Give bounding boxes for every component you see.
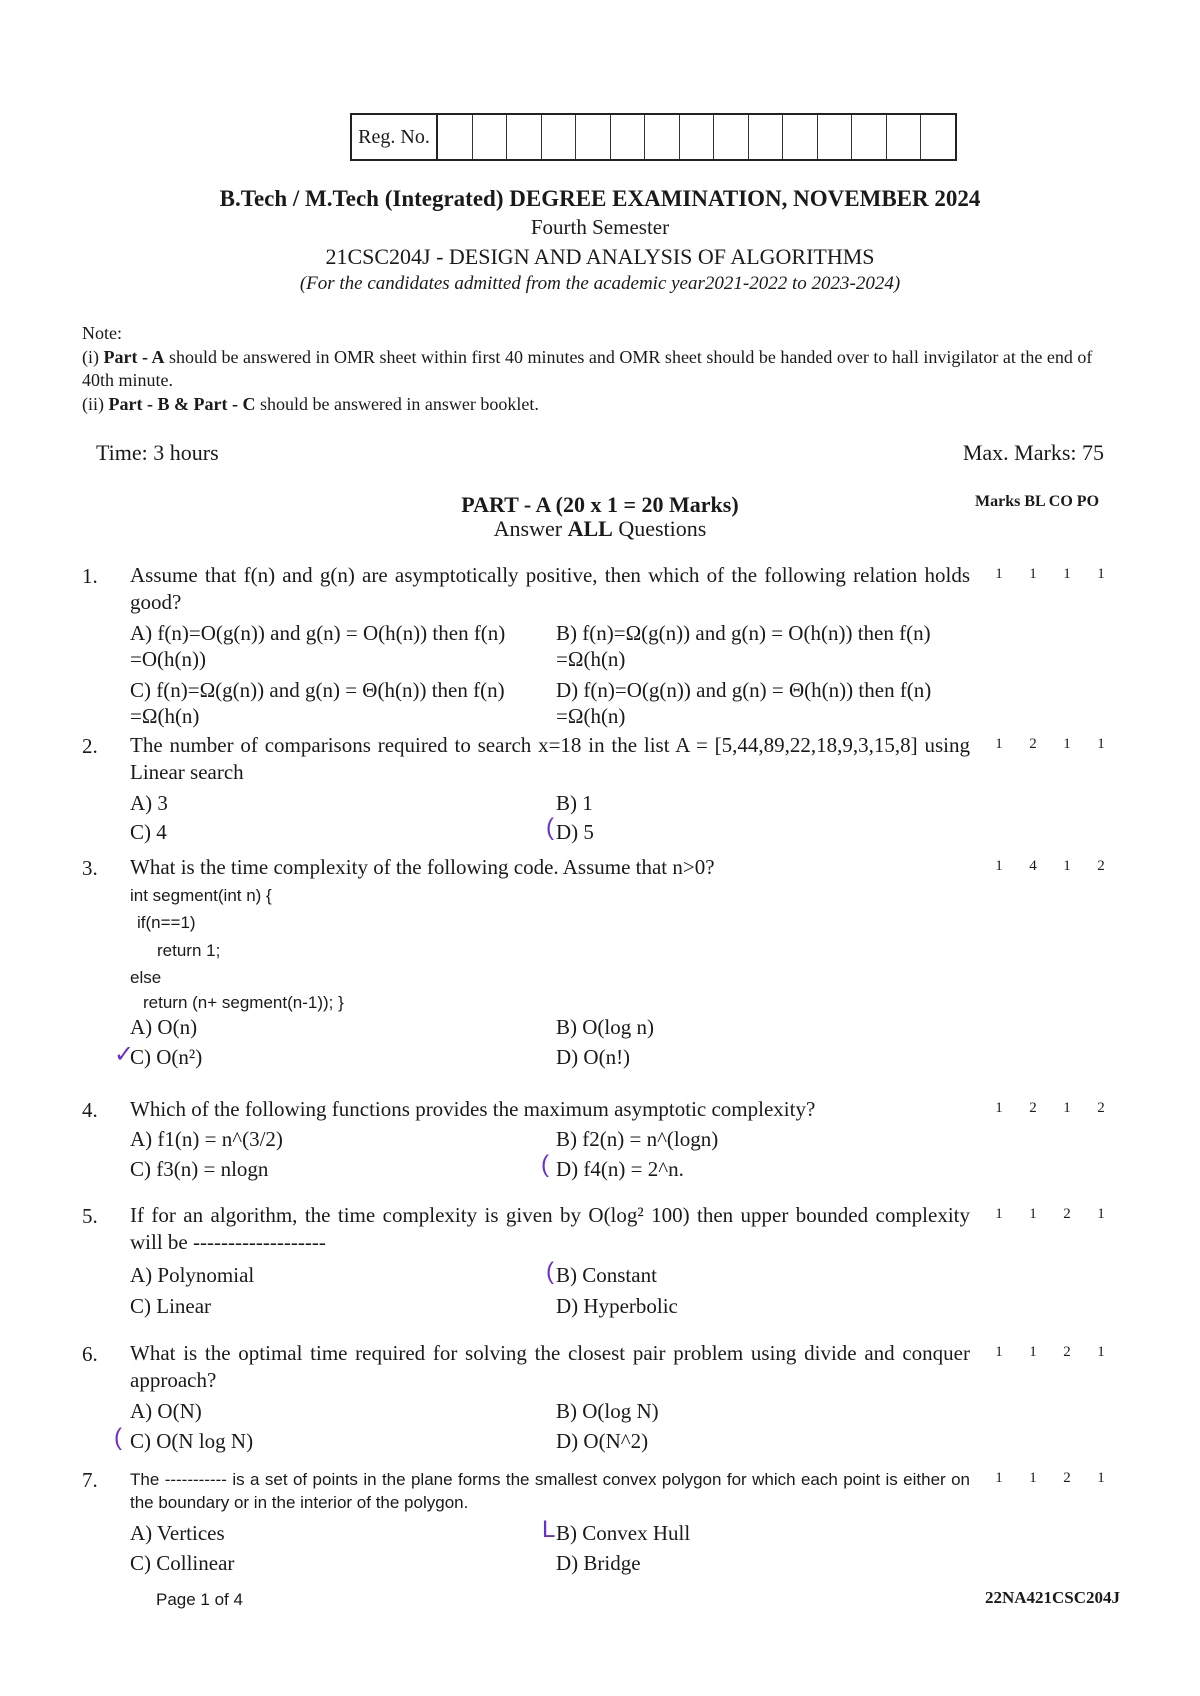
question-number: 4. <box>82 1098 98 1122</box>
question-meta: 1 4 1 2 <box>995 858 1105 874</box>
answer-mark-icon: ( <box>546 814 554 841</box>
option-b: B) O(log N) <box>556 1399 659 1423</box>
course-title: 21CSC204J - DESIGN AND ANALYSIS OF ALGORITHMS <box>325 244 875 269</box>
code-line: return 1; <box>157 941 221 960</box>
question-meta: 1 2 1 2 <box>995 1100 1105 1116</box>
meta-header: Marks BL CO PO <box>975 493 1100 510</box>
option-c: C) f(n)=Ω(g(n)) and g(n) = Θ(h(n)) then f(n) =Ω(h(n) <box>130 678 505 728</box>
option-d: D) f4(n) = 2^n. <box>556 1157 684 1181</box>
note-line-1: (i) Part - A should be answered in OMR sheet within first 40 minutes and OMR sheet should be handed over to hall invigilator at the end of 40th minute. <box>82 347 1093 390</box>
reg-no-cell <box>921 115 955 159</box>
exam-title: B.Tech / M.Tech (Integrated) DEGREE EXAMINATION, NOVEMBER 2024 <box>219 186 981 211</box>
note-line-2: (ii) Part - B & Part - C should be answered in answer booklet. <box>82 394 539 414</box>
option-c: C) f3(n) = nlogn <box>130 1157 269 1181</box>
question-text: The number of comparisons required to search x=18 in the list A = [5,44,89,22,18,9,3,15,8] using Linear search <box>130 733 970 784</box>
answer-mark-icon: ( <box>114 1424 122 1451</box>
reg-no-cell <box>818 115 853 159</box>
admission-note: (For the candidates admitted from the academic year2021-2022 to 2023-2024) <box>299 273 901 294</box>
option-d: D) O(N^2) <box>556 1429 649 1453</box>
answer-all: Answer ALL Questions <box>493 516 707 541</box>
option-b: B) f2(n) = n^(logn) <box>556 1127 719 1151</box>
option-b: B) Convex Hull <box>556 1521 691 1545</box>
time-allowed: Time: 3 hours <box>96 440 219 465</box>
option-d: D) Bridge <box>556 1551 641 1575</box>
option-b: B) f(n)=Ω(g(n)) and g(n) = O(h(n)) then f(n) =Ω(h(n) <box>556 621 931 671</box>
question-text: Assume that f(n) and g(n) are asymptotically positive, then which of the following relation holds good? <box>130 563 970 614</box>
option-d: D) Hyperbolic <box>556 1294 678 1318</box>
answer-mark-icon: L <box>542 1516 556 1543</box>
question-number: 7. <box>82 1468 98 1492</box>
max-marks: Max. Marks: 75 <box>962 440 1104 465</box>
question-number: 6. <box>82 1342 98 1366</box>
reg-no-cell <box>887 115 922 159</box>
reg-no-cell <box>852 115 887 159</box>
option-a: A) O(N) <box>130 1399 202 1423</box>
reg-no-cell <box>576 115 611 159</box>
option-c: C) O(n²) <box>130 1045 203 1069</box>
question-text: If for an algorithm, the time complexity is given by O(log² 100) then upper bounded complexity will be ------------------- <box>130 1203 970 1254</box>
reg-no-cell <box>473 115 508 159</box>
question-number: 2. <box>82 734 98 758</box>
option-a: A) O(n) <box>130 1015 198 1039</box>
code-line: return (n+ segment(n-1)); } <box>143 993 344 1012</box>
question-text: Which of the following functions provides the maximum asymptotic complexity? <box>130 1097 816 1121</box>
option-c: C) 4 <box>130 820 167 844</box>
option-b: B) 1 <box>556 791 593 815</box>
question-meta: 1 1 2 1 <box>995 1206 1105 1222</box>
question-meta: 1 1 2 1 <box>995 1344 1105 1360</box>
reg-no-label: Reg. No. <box>352 115 438 159</box>
reg-no-cell <box>714 115 749 159</box>
note-label: Note: <box>82 323 122 343</box>
semester: Fourth Semester <box>530 215 670 239</box>
option-a: A) Vertices <box>130 1521 225 1545</box>
option-a: A) f1(n) = n^(3/2) <box>130 1127 283 1151</box>
question-text: What is the time complexity of the following code. Assume that n>0? <box>130 855 715 879</box>
option-c: C) Linear <box>130 1294 212 1318</box>
option-a: A) 3 <box>130 791 168 815</box>
code-line: int segment(int n) { <box>130 886 272 905</box>
reg-no-cell <box>507 115 542 159</box>
option-a: A) f(n)=O(g(n)) and g(n) = O(h(n)) then f(n) =O(h(n)) <box>130 621 506 671</box>
reg-no-cell <box>645 115 680 159</box>
question-number: 5. <box>82 1204 98 1228</box>
question-meta: 1 1 2 1 <box>995 1470 1105 1486</box>
question-number: 3. <box>82 856 98 880</box>
answer-mark-icon: ( <box>546 1258 554 1285</box>
code-line: else <box>130 968 162 987</box>
question-meta: 1 1 1 1 <box>995 566 1105 582</box>
option-c: C) O(N log N) <box>130 1429 254 1453</box>
reg-no-cell <box>680 115 715 159</box>
option-d: D) O(n!) <box>556 1045 631 1069</box>
reg-no-cell <box>749 115 784 159</box>
question-meta: 1 2 1 1 <box>995 736 1105 752</box>
question-number: 1. <box>82 564 98 588</box>
reg-no-cell <box>611 115 646 159</box>
reg-no-cell <box>438 115 473 159</box>
code-line: if(n==1) <box>137 913 196 932</box>
answer-mark-icon: ✓ <box>114 1041 135 1068</box>
option-a: A) Polynomial <box>130 1263 255 1287</box>
page-number: Page 1 of 4 <box>156 1590 243 1609</box>
question-text: What is the optimal time required for solving the closest pair problem using divide and conquer approach? <box>130 1341 970 1392</box>
option-b: B) O(log n) <box>556 1015 654 1039</box>
option-d: D) 5 <box>556 820 594 844</box>
answer-mark-icon: ( <box>541 1151 549 1178</box>
part-a-heading: PART - A (20 x 1 = 20 Marks) <box>461 492 739 517</box>
reg-no-box <box>350 113 957 161</box>
reg-no-cell <box>783 115 818 159</box>
option-c: C) Collinear <box>130 1551 235 1575</box>
option-b: B) Constant <box>556 1263 657 1287</box>
question-text: The ----------- is a set of points in the plane forms the smallest convex polygon for which each point is either on the boundary or in the interior of the polygon. <box>130 1470 970 1512</box>
option-d: D) f(n)=O(g(n)) and g(n) = Θ(h(n)) then f(n) =Ω(h(n) <box>556 678 932 728</box>
paper-code: 22NA421CSC204J <box>984 1588 1120 1607</box>
reg-no-cell <box>542 115 577 159</box>
